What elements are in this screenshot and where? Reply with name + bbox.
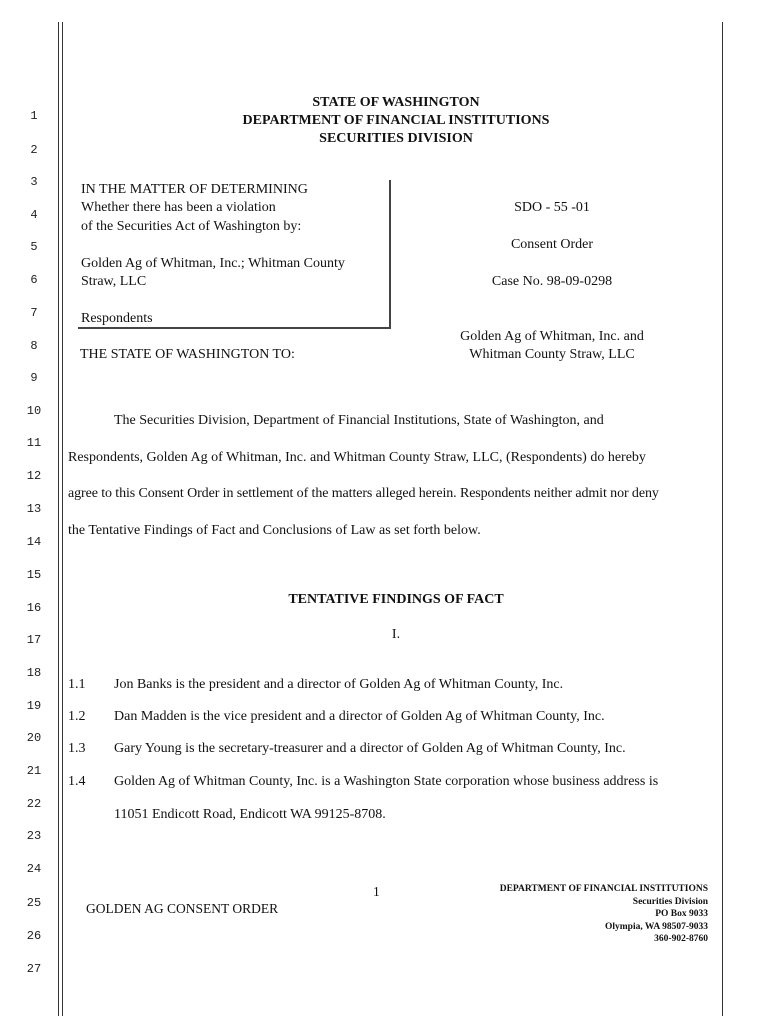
- line-number: 18: [26, 666, 42, 680]
- footer-phone: 360-902-8760: [654, 934, 708, 944]
- finding-text: Gary Young is the secretary-treasurer and a director of Golden Ag of Whitman County, Inc.: [114, 741, 626, 756]
- header-department: DEPARTMENT OF FINANCIAL INSTITUTIONS: [242, 113, 550, 128]
- line-number: 9: [30, 371, 38, 385]
- caption-matter-line1: IN THE MATTER OF DETERMINING: [81, 182, 308, 197]
- footer-dept: DEPARTMENT OF FINANCIAL INSTITUTIONS: [499, 884, 708, 894]
- header-division: SECURITIES DIVISION: [319, 131, 473, 146]
- footer-title: GOLDEN AG CONSENT ORDER: [86, 901, 279, 916]
- caption-respondents: Respondents: [81, 311, 153, 326]
- line-number: 24: [26, 862, 42, 876]
- line-number: 2: [30, 143, 38, 157]
- margin-rule-left-inner: [62, 22, 63, 1016]
- line-number: 16: [26, 601, 42, 615]
- finding-number: 1.4: [68, 774, 86, 789]
- case-number: Case No. 98-09-0298: [491, 274, 613, 289]
- footer-agency-info: [500, 883, 708, 946]
- intro-line: agree to this Consent Order in settlement of the matters alleged herein. Respondents neither admit nor deny: [68, 486, 659, 501]
- caption-matter-line3: of the Securities Act of Washington by:: [81, 219, 302, 234]
- footer-po-box: PO Box 9033: [655, 909, 708, 919]
- footer-city: Olympia, WA 98507-9033: [604, 921, 708, 932]
- line-number: 17: [26, 633, 42, 647]
- intro-line: Respondents, Golden Ag of Whitman, Inc. and Whitman County Straw, LLC, (Respondents) do hereby: [68, 450, 646, 465]
- line-number: 13: [26, 502, 42, 516]
- line-number: 4: [30, 208, 38, 222]
- line-number: 12: [26, 469, 42, 483]
- line-number: 8: [30, 339, 38, 353]
- intro-line: The Securities Division, Department of Financial Institutions, State of Washington, and: [114, 413, 604, 428]
- line-number: 6: [30, 273, 38, 287]
- line-number: 22: [26, 797, 42, 811]
- line-number: 7: [30, 306, 38, 320]
- finding-number: 1.3: [68, 741, 86, 756]
- header-state: STATE OF WASHINGTON: [312, 95, 480, 110]
- order-type: Consent Order: [510, 237, 594, 252]
- caption-party-line2: Straw, LLC: [81, 274, 147, 289]
- line-number: 3: [30, 175, 38, 189]
- caption-matter-line2: Whether there has been a violation: [81, 200, 276, 215]
- margin-rule-right: [722, 22, 723, 1016]
- finding-number: 1.1: [68, 677, 86, 692]
- line-number: 1: [30, 109, 38, 123]
- findings-section-number: I.: [391, 627, 401, 642]
- line-number: 5: [30, 240, 38, 254]
- finding-text: Dan Madden is the vice president and a director of Golden Ag of Whitman County, Inc.: [114, 709, 605, 724]
- line-number: 19: [26, 699, 42, 713]
- page-number: 1: [373, 884, 380, 899]
- finding-text: Golden Ag of Whitman County, Inc. is a Washington State corporation whose business address is: [114, 774, 659, 789]
- finding-text: Jon Banks is the president and a director of Golden Ag of Whitman County, Inc.: [114, 677, 564, 692]
- margin-rule-left-outer: [58, 22, 59, 1016]
- order-number: SDO - 55 -01: [514, 200, 590, 215]
- caption-party-line1: Golden Ag of Whitman, Inc.; Whitman County: [81, 256, 345, 271]
- findings-heading: TENTATIVE FINDINGS OF FACT: [288, 592, 504, 607]
- line-number: 25: [26, 896, 42, 910]
- line-number: 15: [26, 568, 42, 582]
- line-number: 23: [26, 829, 42, 843]
- line-number: 21: [26, 764, 42, 778]
- addressee-line2: Whitman County Straw, LLC: [469, 347, 635, 362]
- line-number: 10: [26, 404, 42, 418]
- finding-number: 1.2: [68, 709, 86, 724]
- intro-line: the Tentative Findings of Fact and Conclusions of Law as set forth below.: [68, 523, 481, 538]
- line-number: 26: [26, 929, 42, 943]
- line-number: 14: [26, 535, 42, 549]
- caption-state-to: THE STATE OF WASHINGTON TO:: [80, 347, 295, 362]
- finding-continuation: 11051 Endicott Road, Endicott WA 99125-8708.: [114, 807, 386, 822]
- line-number: 11: [26, 436, 42, 450]
- footer-division: Securities Division: [632, 896, 708, 907]
- line-number: 27: [26, 962, 42, 976]
- addressee-line1: Golden Ag of Whitman, Inc. and: [460, 329, 644, 344]
- line-number: 20: [26, 731, 42, 745]
